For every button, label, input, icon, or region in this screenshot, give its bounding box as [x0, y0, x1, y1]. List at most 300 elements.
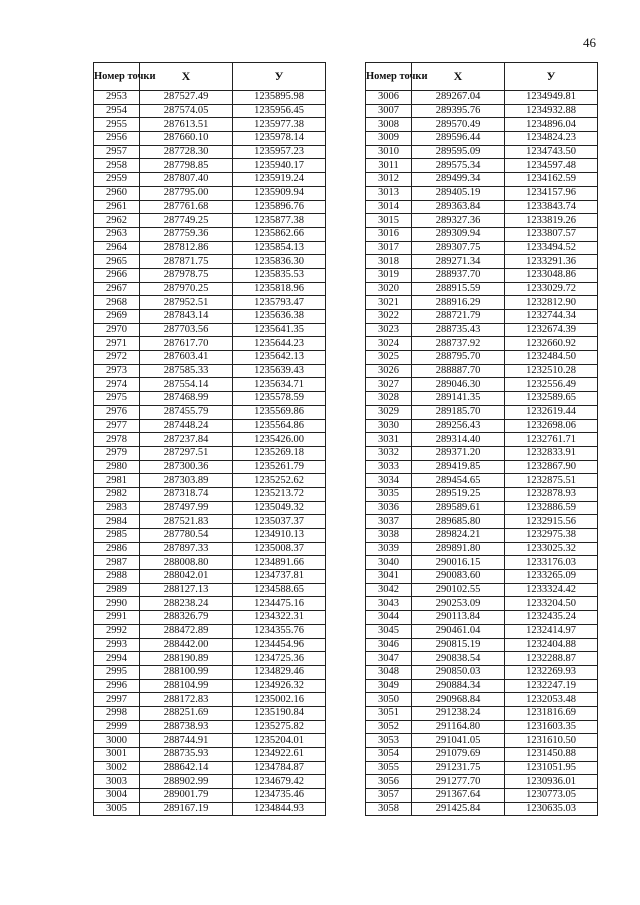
point-number-cell: 3041 — [366, 570, 412, 584]
table-row — [94, 173, 326, 187]
page-number: 46 — [583, 35, 596, 50]
y-coordinate-cell: 1232886.59 — [505, 501, 598, 515]
table-row — [366, 364, 598, 378]
point-number-cell: 2967 — [94, 282, 140, 296]
y-coordinate-cell: 1233048.86 — [505, 268, 598, 282]
point-number-cell: 3026 — [366, 364, 412, 378]
y-coordinate-cell: 1234896.04 — [505, 118, 598, 132]
table-row — [94, 337, 326, 351]
point-number-cell: 2962 — [94, 214, 140, 228]
table-header-row — [94, 63, 326, 91]
y-coordinate-cell: 1235895.98 — [233, 91, 326, 105]
point-number-cell: 3033 — [366, 460, 412, 474]
table-row — [94, 775, 326, 789]
x-coordinate-cell: 289891.80 — [412, 542, 505, 556]
y-coordinate-cell: 1232660.92 — [505, 337, 598, 351]
table-row — [366, 419, 598, 433]
table-row — [366, 405, 598, 419]
point-number-cell: 2975 — [94, 392, 140, 406]
point-number-cell: 2972 — [94, 351, 140, 365]
table-row — [366, 200, 598, 214]
point-number-cell: 3015 — [366, 214, 412, 228]
point-number-cell: 2963 — [94, 227, 140, 241]
table-row — [94, 529, 326, 543]
y-coordinate-cell: 1234735.46 — [233, 789, 326, 803]
x-coordinate-cell: 287448.24 — [140, 419, 233, 433]
x-coordinate-cell: 288902.99 — [140, 775, 233, 789]
table-row — [366, 91, 598, 105]
point-number-cell: 2987 — [94, 556, 140, 570]
point-number-cell: 2961 — [94, 200, 140, 214]
table-row — [366, 145, 598, 159]
table-row — [366, 214, 598, 228]
table-row — [94, 734, 326, 748]
table-row — [366, 296, 598, 310]
table-row — [94, 433, 326, 447]
x-coordinate-cell: 288642.14 — [140, 761, 233, 775]
y-coordinate-cell: 1235835.53 — [233, 268, 326, 282]
table-row — [94, 501, 326, 515]
y-coordinate-cell: 1235877.38 — [233, 214, 326, 228]
y-coordinate-cell: 1230936.01 — [505, 775, 598, 789]
y-coordinate-cell: 1235252.62 — [233, 474, 326, 488]
x-coordinate-cell: 288721.79 — [412, 310, 505, 324]
y-coordinate-cell: 1231816.69 — [505, 706, 598, 720]
point-number-cell: 2996 — [94, 679, 140, 693]
x-coordinate-cell: 288042.01 — [140, 570, 233, 584]
table-row — [366, 351, 598, 365]
x-coordinate-cell: 289363.84 — [412, 200, 505, 214]
point-number-cell: 2957 — [94, 145, 140, 159]
x-coordinate-cell: 287497.99 — [140, 501, 233, 515]
y-coordinate-cell: 1235862.66 — [233, 227, 326, 241]
point-number-cell: 2995 — [94, 665, 140, 679]
table-row — [366, 268, 598, 282]
x-coordinate-cell: 291041.05 — [412, 734, 505, 748]
y-coordinate-cell: 1235919.24 — [233, 173, 326, 187]
table-row — [94, 364, 326, 378]
table-row — [94, 652, 326, 666]
table-row — [366, 118, 598, 132]
y-coordinate-cell: 1235564.86 — [233, 419, 326, 433]
coordinates-table-right — [365, 62, 598, 816]
y-coordinate-cell: 1235008.37 — [233, 542, 326, 556]
point-number-cell: 3040 — [366, 556, 412, 570]
point-number-cell: 3039 — [366, 542, 412, 556]
table-row — [366, 501, 598, 515]
table-row — [94, 159, 326, 173]
table-row — [94, 570, 326, 584]
y-coordinate-cell: 1234597.48 — [505, 159, 598, 173]
point-number-cell: 2959 — [94, 173, 140, 187]
table-row — [366, 337, 598, 351]
table-row — [94, 296, 326, 310]
x-coordinate-cell: 287798.85 — [140, 159, 233, 173]
y-coordinate-cell: 1230635.03 — [505, 802, 598, 816]
table-row — [366, 529, 598, 543]
y-coordinate-cell: 1233807.57 — [505, 227, 598, 241]
point-number-cell: 2971 — [94, 337, 140, 351]
table-row — [94, 665, 326, 679]
table-row — [366, 665, 598, 679]
x-coordinate-cell: 289575.34 — [412, 159, 505, 173]
header-y: У — [233, 63, 326, 91]
x-coordinate-cell: 287978.75 — [140, 268, 233, 282]
x-coordinate-cell: 287300.36 — [140, 460, 233, 474]
table-row — [366, 583, 598, 597]
x-coordinate-cell: 290968.84 — [412, 693, 505, 707]
x-coordinate-cell: 288737.92 — [412, 337, 505, 351]
y-coordinate-cell: 1235049.32 — [233, 501, 326, 515]
y-coordinate-cell: 1235642.13 — [233, 351, 326, 365]
x-coordinate-cell: 288104.99 — [140, 679, 233, 693]
y-coordinate-cell: 1232288.87 — [505, 652, 598, 666]
table-row — [94, 145, 326, 159]
point-number-cell: 2976 — [94, 405, 140, 419]
point-number-cell: 2980 — [94, 460, 140, 474]
point-number-cell: 2997 — [94, 693, 140, 707]
point-number-cell: 2994 — [94, 652, 140, 666]
point-number-cell: 3021 — [366, 296, 412, 310]
x-coordinate-cell: 291231.75 — [412, 761, 505, 775]
x-coordinate-cell: 289454.65 — [412, 474, 505, 488]
table-row — [366, 446, 598, 460]
x-coordinate-cell: 290850.03 — [412, 665, 505, 679]
y-coordinate-cell: 1235940.17 — [233, 159, 326, 173]
point-number-cell: 2970 — [94, 323, 140, 337]
x-coordinate-cell: 287970.25 — [140, 282, 233, 296]
table-row — [94, 611, 326, 625]
x-coordinate-cell: 289309.94 — [412, 227, 505, 241]
x-coordinate-cell: 288744.91 — [140, 734, 233, 748]
point-number-cell: 3017 — [366, 241, 412, 255]
y-coordinate-cell: 1233819.26 — [505, 214, 598, 228]
header-point-number: Номер точки — [366, 63, 412, 91]
point-number-cell: 3013 — [366, 186, 412, 200]
table-row — [94, 583, 326, 597]
y-coordinate-cell: 1234784.87 — [233, 761, 326, 775]
x-coordinate-cell: 287554.14 — [140, 378, 233, 392]
y-coordinate-cell: 1232875.51 — [505, 474, 598, 488]
y-coordinate-cell: 1233029.72 — [505, 282, 598, 296]
point-number-cell: 2992 — [94, 624, 140, 638]
point-number-cell: 3025 — [366, 351, 412, 365]
y-coordinate-cell: 1232975.38 — [505, 529, 598, 543]
table-row — [94, 323, 326, 337]
y-coordinate-cell: 1232247.19 — [505, 679, 598, 693]
table-row — [366, 597, 598, 611]
y-coordinate-cell: 1232404.88 — [505, 638, 598, 652]
table-row — [366, 515, 598, 529]
y-coordinate-cell: 1233265.09 — [505, 570, 598, 584]
point-number-cell: 2964 — [94, 241, 140, 255]
y-coordinate-cell: 1235957.23 — [233, 145, 326, 159]
point-number-cell: 3023 — [366, 323, 412, 337]
x-coordinate-cell: 288238.24 — [140, 597, 233, 611]
point-number-cell: 3022 — [366, 310, 412, 324]
point-number-cell: 3004 — [94, 789, 140, 803]
point-number-cell: 3038 — [366, 529, 412, 543]
y-coordinate-cell: 1235261.79 — [233, 460, 326, 474]
y-coordinate-cell: 1235213.72 — [233, 487, 326, 501]
y-coordinate-cell: 1232812.90 — [505, 296, 598, 310]
table-row — [366, 474, 598, 488]
y-coordinate-cell: 1235956.45 — [233, 104, 326, 118]
y-coordinate-cell: 1233291.36 — [505, 255, 598, 269]
point-number-cell: 3024 — [366, 337, 412, 351]
x-coordinate-cell: 289001.79 — [140, 789, 233, 803]
point-number-cell: 3048 — [366, 665, 412, 679]
x-coordinate-cell: 287843.14 — [140, 310, 233, 324]
y-coordinate-cell: 1235190.84 — [233, 706, 326, 720]
x-coordinate-cell: 288916.29 — [412, 296, 505, 310]
y-coordinate-cell: 1231051.95 — [505, 761, 598, 775]
x-coordinate-cell: 288008.80 — [140, 556, 233, 570]
table-row — [94, 679, 326, 693]
x-coordinate-cell: 289271.34 — [412, 255, 505, 269]
point-number-cell: 3047 — [366, 652, 412, 666]
x-coordinate-cell: 287871.75 — [140, 255, 233, 269]
y-coordinate-cell: 1231450.88 — [505, 748, 598, 762]
table-row — [94, 748, 326, 762]
y-coordinate-cell: 1235977.38 — [233, 118, 326, 132]
x-coordinate-cell: 287807.40 — [140, 173, 233, 187]
point-number-cell: 3030 — [366, 419, 412, 433]
x-coordinate-cell: 288915.59 — [412, 282, 505, 296]
point-number-cell: 3019 — [366, 268, 412, 282]
x-coordinate-cell: 288100.99 — [140, 665, 233, 679]
y-coordinate-cell: 1235634.71 — [233, 378, 326, 392]
point-number-cell: 3042 — [366, 583, 412, 597]
x-coordinate-cell: 291164.80 — [412, 720, 505, 734]
x-coordinate-cell: 287468.99 — [140, 392, 233, 406]
x-coordinate-cell: 287455.79 — [140, 405, 233, 419]
y-coordinate-cell: 1232698.06 — [505, 419, 598, 433]
x-coordinate-cell: 287574.05 — [140, 104, 233, 118]
y-coordinate-cell: 1230773.05 — [505, 789, 598, 803]
x-coordinate-cell: 287527.49 — [140, 91, 233, 105]
point-number-cell: 3000 — [94, 734, 140, 748]
table-row — [94, 118, 326, 132]
x-coordinate-cell: 288472.89 — [140, 624, 233, 638]
y-coordinate-cell: 1234679.42 — [233, 775, 326, 789]
point-number-cell: 3036 — [366, 501, 412, 515]
point-number-cell: 2979 — [94, 446, 140, 460]
y-coordinate-cell: 1234454.96 — [233, 638, 326, 652]
point-number-cell: 2955 — [94, 118, 140, 132]
x-coordinate-cell: 290838.54 — [412, 652, 505, 666]
table-row — [366, 173, 598, 187]
x-coordinate-cell: 287780.54 — [140, 529, 233, 543]
x-coordinate-cell: 290113.84 — [412, 611, 505, 625]
x-coordinate-cell: 287585.33 — [140, 364, 233, 378]
table-row — [366, 378, 598, 392]
y-coordinate-cell: 1233843.74 — [505, 200, 598, 214]
x-coordinate-cell: 289589.61 — [412, 501, 505, 515]
point-number-cell: 3009 — [366, 132, 412, 146]
point-number-cell: 2981 — [94, 474, 140, 488]
point-number-cell: 3056 — [366, 775, 412, 789]
y-coordinate-cell: 1234162.59 — [505, 173, 598, 187]
x-coordinate-cell: 289185.70 — [412, 405, 505, 419]
point-number-cell: 3050 — [366, 693, 412, 707]
coordinates-table-left — [93, 62, 326, 816]
table-row — [366, 734, 598, 748]
x-coordinate-cell: 288937.70 — [412, 268, 505, 282]
x-coordinate-cell: 289824.21 — [412, 529, 505, 543]
point-number-cell: 3054 — [366, 748, 412, 762]
table-row — [94, 91, 326, 105]
x-coordinate-cell: 287749.25 — [140, 214, 233, 228]
x-coordinate-cell: 290884.34 — [412, 679, 505, 693]
point-number-cell: 3001 — [94, 748, 140, 762]
table-row — [94, 638, 326, 652]
x-coordinate-cell: 289167.19 — [140, 802, 233, 816]
x-coordinate-cell: 289314.40 — [412, 433, 505, 447]
table-row — [94, 761, 326, 775]
y-coordinate-cell: 1232878.93 — [505, 487, 598, 501]
x-coordinate-cell: 287703.56 — [140, 323, 233, 337]
y-coordinate-cell: 1233494.52 — [505, 241, 598, 255]
point-number-cell: 3006 — [366, 91, 412, 105]
table-row — [366, 104, 598, 118]
y-coordinate-cell: 1235793.47 — [233, 296, 326, 310]
x-coordinate-cell: 289307.75 — [412, 241, 505, 255]
point-number-cell: 3027 — [366, 378, 412, 392]
y-coordinate-cell: 1232269.93 — [505, 665, 598, 679]
y-coordinate-cell: 1232435.24 — [505, 611, 598, 625]
point-number-cell: 2984 — [94, 515, 140, 529]
y-coordinate-cell: 1232414.97 — [505, 624, 598, 638]
y-coordinate-cell: 1231603.35 — [505, 720, 598, 734]
table-row — [366, 186, 598, 200]
x-coordinate-cell: 289395.76 — [412, 104, 505, 118]
table-row — [366, 227, 598, 241]
x-coordinate-cell: 287237.84 — [140, 433, 233, 447]
point-number-cell: 2991 — [94, 611, 140, 625]
point-number-cell: 3007 — [366, 104, 412, 118]
point-number-cell: 3012 — [366, 173, 412, 187]
table-row — [366, 542, 598, 556]
x-coordinate-cell: 288442.00 — [140, 638, 233, 652]
y-coordinate-cell: 1232510.28 — [505, 364, 598, 378]
x-coordinate-cell: 289519.25 — [412, 487, 505, 501]
point-number-cell: 2998 — [94, 706, 140, 720]
point-number-cell: 3052 — [366, 720, 412, 734]
x-coordinate-cell: 287303.89 — [140, 474, 233, 488]
table-row — [366, 570, 598, 584]
table-row — [94, 186, 326, 200]
y-coordinate-cell: 1235569.86 — [233, 405, 326, 419]
x-coordinate-cell: 287812.86 — [140, 241, 233, 255]
y-coordinate-cell: 1235037.37 — [233, 515, 326, 529]
y-coordinate-cell: 1233176.03 — [505, 556, 598, 570]
x-coordinate-cell: 289499.34 — [412, 173, 505, 187]
y-coordinate-cell: 1235978.14 — [233, 132, 326, 146]
x-coordinate-cell: 289685.80 — [412, 515, 505, 529]
point-number-cell: 2993 — [94, 638, 140, 652]
point-number-cell: 3003 — [94, 775, 140, 789]
x-coordinate-cell: 290102.55 — [412, 583, 505, 597]
table-row — [94, 104, 326, 118]
table-row — [366, 611, 598, 625]
y-coordinate-cell: 1232619.44 — [505, 405, 598, 419]
point-number-cell: 3028 — [366, 392, 412, 406]
x-coordinate-cell: 288887.70 — [412, 364, 505, 378]
point-number-cell: 3010 — [366, 145, 412, 159]
x-coordinate-cell: 287603.41 — [140, 351, 233, 365]
table-row — [366, 392, 598, 406]
point-number-cell: 3058 — [366, 802, 412, 816]
y-coordinate-cell: 1232589.65 — [505, 392, 598, 406]
y-coordinate-cell: 1233025.32 — [505, 542, 598, 556]
point-number-cell: 2960 — [94, 186, 140, 200]
x-coordinate-cell: 287297.51 — [140, 446, 233, 460]
table-row — [94, 556, 326, 570]
point-number-cell: 2958 — [94, 159, 140, 173]
point-number-cell: 3018 — [366, 255, 412, 269]
x-coordinate-cell: 288735.93 — [140, 748, 233, 762]
y-coordinate-cell: 1235204.01 — [233, 734, 326, 748]
table-row — [366, 255, 598, 269]
y-coordinate-cell: 1234737.81 — [233, 570, 326, 584]
x-coordinate-cell: 288738.93 — [140, 720, 233, 734]
point-number-cell: 3055 — [366, 761, 412, 775]
point-number-cell: 3045 — [366, 624, 412, 638]
table-row — [94, 597, 326, 611]
x-coordinate-cell: 287759.36 — [140, 227, 233, 241]
x-coordinate-cell: 290083.60 — [412, 570, 505, 584]
y-coordinate-cell: 1232761.71 — [505, 433, 598, 447]
x-coordinate-cell: 288172.83 — [140, 693, 233, 707]
y-coordinate-cell: 1235578.59 — [233, 392, 326, 406]
table-header-row — [366, 63, 598, 91]
point-number-cell: 2954 — [94, 104, 140, 118]
x-coordinate-cell: 290815.19 — [412, 638, 505, 652]
y-coordinate-cell: 1235269.18 — [233, 446, 326, 460]
x-coordinate-cell: 288326.79 — [140, 611, 233, 625]
y-coordinate-cell: 1232484.50 — [505, 351, 598, 365]
y-coordinate-cell: 1233324.42 — [505, 583, 598, 597]
x-coordinate-cell: 290461.04 — [412, 624, 505, 638]
point-number-cell: 2983 — [94, 501, 140, 515]
table-row — [94, 310, 326, 324]
y-coordinate-cell: 1235644.23 — [233, 337, 326, 351]
x-coordinate-cell: 291238.24 — [412, 706, 505, 720]
table-row — [94, 378, 326, 392]
table-row — [366, 132, 598, 146]
point-number-cell: 3020 — [366, 282, 412, 296]
header-y: У — [505, 63, 598, 91]
table-row — [94, 405, 326, 419]
point-number-cell: 3029 — [366, 405, 412, 419]
y-coordinate-cell: 1235818.96 — [233, 282, 326, 296]
x-coordinate-cell: 287795.00 — [140, 186, 233, 200]
point-number-cell: 3049 — [366, 679, 412, 693]
point-number-cell: 2989 — [94, 583, 140, 597]
y-coordinate-cell: 1234475.16 — [233, 597, 326, 611]
x-coordinate-cell: 288795.70 — [412, 351, 505, 365]
table-row — [366, 720, 598, 734]
y-coordinate-cell: 1234910.13 — [233, 529, 326, 543]
x-coordinate-cell: 288735.43 — [412, 323, 505, 337]
point-number-cell: 3011 — [366, 159, 412, 173]
point-number-cell: 2999 — [94, 720, 140, 734]
x-coordinate-cell: 289405.19 — [412, 186, 505, 200]
x-coordinate-cell: 289046.30 — [412, 378, 505, 392]
y-coordinate-cell: 1235636.38 — [233, 310, 326, 324]
y-coordinate-cell: 1234743.50 — [505, 145, 598, 159]
